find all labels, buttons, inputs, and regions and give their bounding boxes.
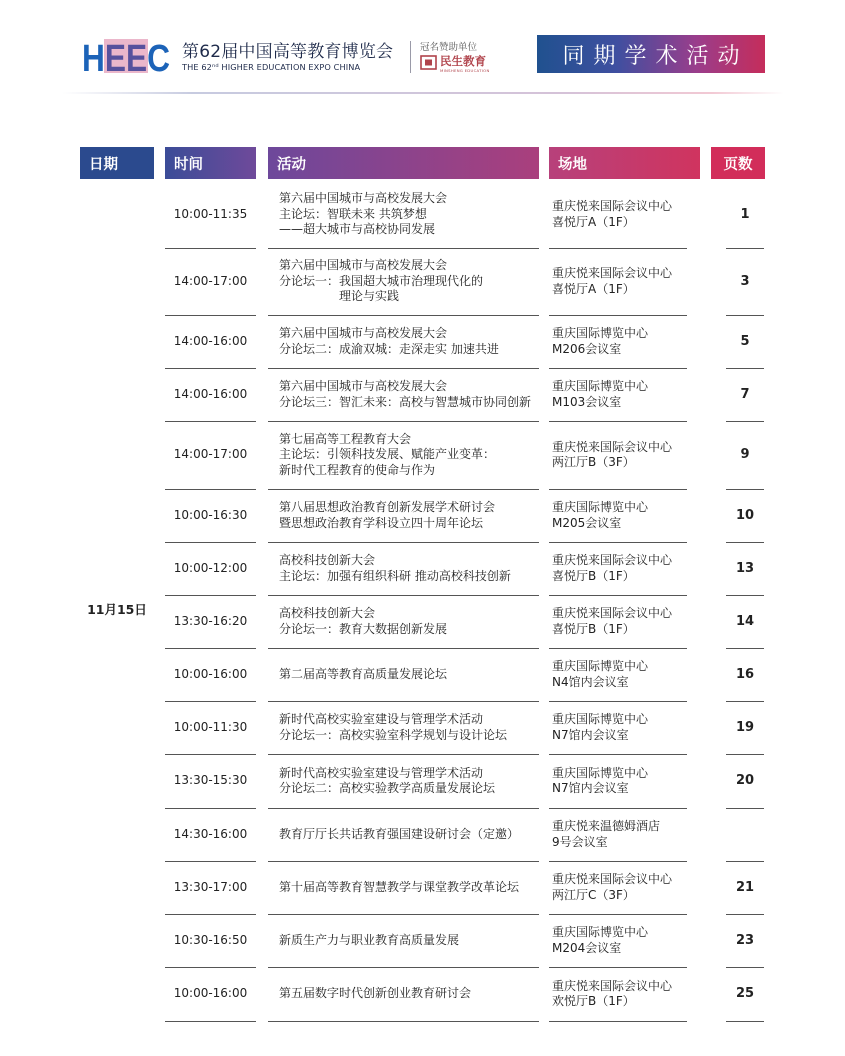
time-cell — [165, 967, 256, 1021]
time-cell — [165, 914, 256, 967]
time-cell-text: 10:00-12:00 — [173, 560, 248, 575]
sponsor-en: MINSHENG EDUCATION — [440, 68, 490, 73]
activity-cell-text: 教育厅厅长共话教育强国建设研讨会（定邀） — [279, 826, 520, 841]
time-cell-text: 13:30-16:20 — [173, 613, 248, 628]
time-cell-text: 10:00-16:00 — [173, 986, 248, 1001]
activity-cell-text: 第十届高等教育智慧教学与课堂教学改革论坛 — [279, 879, 520, 894]
page-cell-text: 23 — [735, 932, 755, 948]
venue-cell — [549, 595, 700, 648]
venue-cell-text: 重庆悦来国际会议中心 喜悦厅B（1F） — [552, 606, 673, 636]
activity-cell-text: 第六届中国城市与高校发展大会 分论坛三：智汇未来：高校与智慧城市协同创新 — [279, 379, 532, 409]
table-row — [0, 421, 845, 489]
time-cell-text: 10:00-16:30 — [173, 507, 248, 522]
page-cell — [726, 967, 764, 1021]
venue-cell — [549, 648, 700, 701]
venue-cell-text: 重庆悦来国际会议中心 喜悦厅B（1F） — [552, 553, 673, 583]
time-cell-text: 10:00-16:00 — [173, 666, 248, 681]
row-divider — [165, 1021, 256, 1022]
venue-cell-text: 重庆悦来温德姆酒店 9号会议室 — [552, 819, 661, 849]
page-cell-text: 10 — [735, 507, 755, 523]
time-cell-text: 10:30-16:50 — [173, 932, 248, 947]
activity-cell — [268, 967, 539, 1021]
activity-cell — [268, 542, 539, 595]
activity-cell-text: 第七届高等工程教育大会 主论坛：引领科技发展、赋能产业变革： 新时代工程教育的使命与作为 — [279, 431, 496, 477]
venue-cell-text: 重庆悦来国际会议中心 喜悦厅A（1F） — [552, 199, 673, 229]
activity-cell-text: 新时代高校实验室建设与管理学术活动 分论坛二：高校实验教学高质量发展论坛 — [279, 765, 496, 795]
table-row — [0, 315, 845, 368]
activity-cell-text: 新时代高校实验室建设与管理学术活动 分论坛一：高校实验室科学规划与设计论坛 — [279, 712, 508, 742]
column-header-venue: 场地 — [549, 147, 700, 179]
page-cell — [726, 421, 764, 489]
page-cell-text: 14 — [735, 613, 755, 629]
venue-cell — [549, 248, 700, 315]
time-cell — [165, 489, 256, 542]
page-cell — [726, 701, 764, 754]
table-row — [0, 701, 845, 754]
page-cell-text: 9 — [740, 447, 750, 463]
table-row — [0, 181, 845, 248]
page-cell-text: 1 — [740, 206, 750, 222]
column-header-activity: 活动 — [268, 147, 539, 179]
time-cell-text: 10:00-11:30 — [173, 719, 248, 734]
expo-subtitle: THE 62ⁿᵈ HIGHER EDUCATION EXPO CHINA — [182, 62, 361, 72]
table-row — [0, 542, 845, 595]
page-cell-text: 3 — [740, 273, 750, 289]
time-cell-text: 14:00-17:00 — [173, 447, 248, 462]
time-cell — [165, 315, 256, 368]
venue-cell — [549, 808, 700, 861]
table-row — [0, 914, 845, 967]
table-row — [0, 489, 845, 542]
time-cell — [165, 648, 256, 701]
time-cell — [165, 701, 256, 754]
page-cell-text: 19 — [735, 719, 755, 735]
venue-cell-text: 重庆悦来国际会议中心 喜悦厅A（1F） — [552, 266, 673, 296]
venue-cell — [549, 542, 700, 595]
page-cell-text: 13 — [735, 560, 755, 576]
activity-cell-text: 第六届中国城市与高校发展大会 分论坛一：我国超大城市治理现代化的 理论与实践 — [279, 258, 484, 304]
time-cell — [165, 861, 256, 914]
row-divider — [268, 1021, 539, 1022]
venue-cell — [549, 754, 700, 808]
sponsor-label: 冠名赞助单位 — [420, 42, 478, 53]
table-row — [0, 967, 845, 1021]
time-cell — [165, 808, 256, 861]
page-cell — [726, 754, 764, 808]
activity-cell — [268, 595, 539, 648]
time-cell — [165, 421, 256, 489]
activity-cell-text: 高校科技创新大会 分论坛一：教育大数据创新发展 — [279, 606, 448, 636]
time-cell-text: 10:00-11:35 — [173, 206, 248, 221]
time-cell — [165, 542, 256, 595]
table-row — [0, 595, 845, 648]
page-cell-text: 20 — [735, 773, 755, 789]
venue-cell-text: 重庆悦来国际会议中心 两江厅B（3F） — [552, 439, 673, 469]
time-cell-text: 14:00-16:00 — [173, 386, 248, 401]
date-cell: 11月15日 — [87, 602, 147, 617]
venue-cell — [549, 181, 700, 248]
page-cell — [726, 648, 764, 701]
column-header-time: 时间 — [165, 147, 256, 179]
activity-cell — [268, 368, 539, 421]
venue-cell — [549, 967, 700, 1021]
activity-cell — [268, 861, 539, 914]
venue-cell — [549, 315, 700, 368]
time-cell — [165, 368, 256, 421]
column-header-page: 页数 — [711, 147, 765, 179]
activity-cell — [268, 808, 539, 861]
activity-cell — [268, 914, 539, 967]
activity-cell — [268, 421, 539, 489]
venue-cell-text: 重庆悦来国际会议中心 两江厅C（3F） — [552, 872, 673, 902]
page-cell — [726, 914, 764, 967]
activity-cell-text: 第六届中国城市与高校发展大会 分论坛二：成渝双城：走深走实 加速共进 — [279, 326, 499, 356]
page-cell — [726, 489, 764, 542]
page-cell-text: 5 — [740, 333, 750, 349]
sponsor-name: 民生教育 — [440, 54, 486, 68]
venue-cell-text: 重庆国际博览中心 M205会议室 — [552, 500, 649, 530]
activity-cell — [268, 181, 539, 248]
page-cell — [726, 542, 764, 595]
page-cell — [726, 248, 764, 315]
banner-title: 同期学术活动 — [562, 43, 749, 69]
venue-cell-text: 重庆国际博览中心 N4馆内会议室 — [552, 659, 649, 689]
activity-cell — [268, 248, 539, 315]
activity-cell — [268, 315, 539, 368]
time-cell — [165, 248, 256, 315]
activity-cell-text: 第八届思想政治教育创新发展学术研讨会 暨思想政治教育学科设立四十周年论坛 — [279, 500, 496, 530]
venue-cell — [549, 914, 700, 967]
venue-cell-text: 重庆国际博览中心 M206会议室 — [552, 326, 649, 356]
page-cell-text: 21 — [735, 879, 755, 895]
activity-cell — [268, 648, 539, 701]
expo-title: 第62届中国高等教育博览会 — [182, 42, 394, 62]
venue-cell-text: 重庆国际博览中心 N7馆内会议室 — [552, 712, 649, 742]
row-divider — [726, 1021, 764, 1022]
table-row — [0, 248, 845, 315]
activity-cell — [268, 489, 539, 542]
activity-cell — [268, 701, 539, 754]
page-cell — [726, 595, 764, 648]
column-header-date: 日期 — [80, 147, 154, 179]
time-cell-text: 14:00-17:00 — [173, 273, 248, 288]
activity-cell-text: 第二届高等教育高质量发展论坛 — [279, 666, 448, 681]
table-row — [0, 648, 845, 701]
table-row — [0, 754, 845, 808]
time-cell-text: 14:30-16:00 — [173, 826, 248, 841]
page-cell-text: 16 — [735, 666, 755, 682]
page-cell-text: 7 — [740, 386, 750, 402]
activity-cell-text: 新质生产力与职业教育高质量发展 — [279, 932, 460, 947]
time-cell-text: 14:00-16:00 — [173, 333, 248, 348]
page-cell — [726, 368, 764, 421]
activity-cell — [268, 754, 539, 808]
heec-logo-text: HEEC — [82, 38, 170, 80]
venue-cell — [549, 368, 700, 421]
page-cell-text: 25 — [735, 986, 755, 1002]
time-cell — [165, 181, 256, 248]
table-row — [0, 861, 845, 914]
activity-cell-text: 第六届中国城市与高校发展大会 主论坛：智联未来 共筑梦想 ——超大城市与高校协同发展 — [279, 191, 448, 237]
activity-cell-text: 第五届数字时代创新创业教育研讨会 — [279, 986, 472, 1001]
page-cell — [726, 181, 764, 248]
venue-cell-text: 重庆国际博览中心 M103会议室 — [552, 379, 649, 409]
venue-cell — [549, 701, 700, 754]
table-row — [0, 368, 845, 421]
venue-cell-text: 重庆悦来国际会议中心 欢悦厅B（1F） — [552, 978, 673, 1008]
row-divider — [549, 1021, 687, 1022]
venue-cell-text: 重庆国际博览中心 M204会议室 — [552, 925, 649, 955]
venue-cell — [549, 489, 700, 542]
time-cell-text: 13:30-17:00 — [173, 879, 248, 894]
page-cell — [726, 808, 764, 861]
table-row — [0, 808, 845, 861]
venue-cell-text: 重庆国际博览中心 N7馆内会议室 — [552, 765, 649, 795]
page-cell — [726, 315, 764, 368]
time-cell-text: 13:30-15:30 — [173, 773, 248, 788]
activity-cell-text: 高校科技创新大会 主论坛：加强有组织科研 推动高校科技创新 — [279, 553, 511, 583]
venue-cell — [549, 861, 700, 914]
time-cell — [165, 754, 256, 808]
time-cell — [165, 595, 256, 648]
venue-cell — [549, 421, 700, 489]
page-cell — [726, 861, 764, 914]
